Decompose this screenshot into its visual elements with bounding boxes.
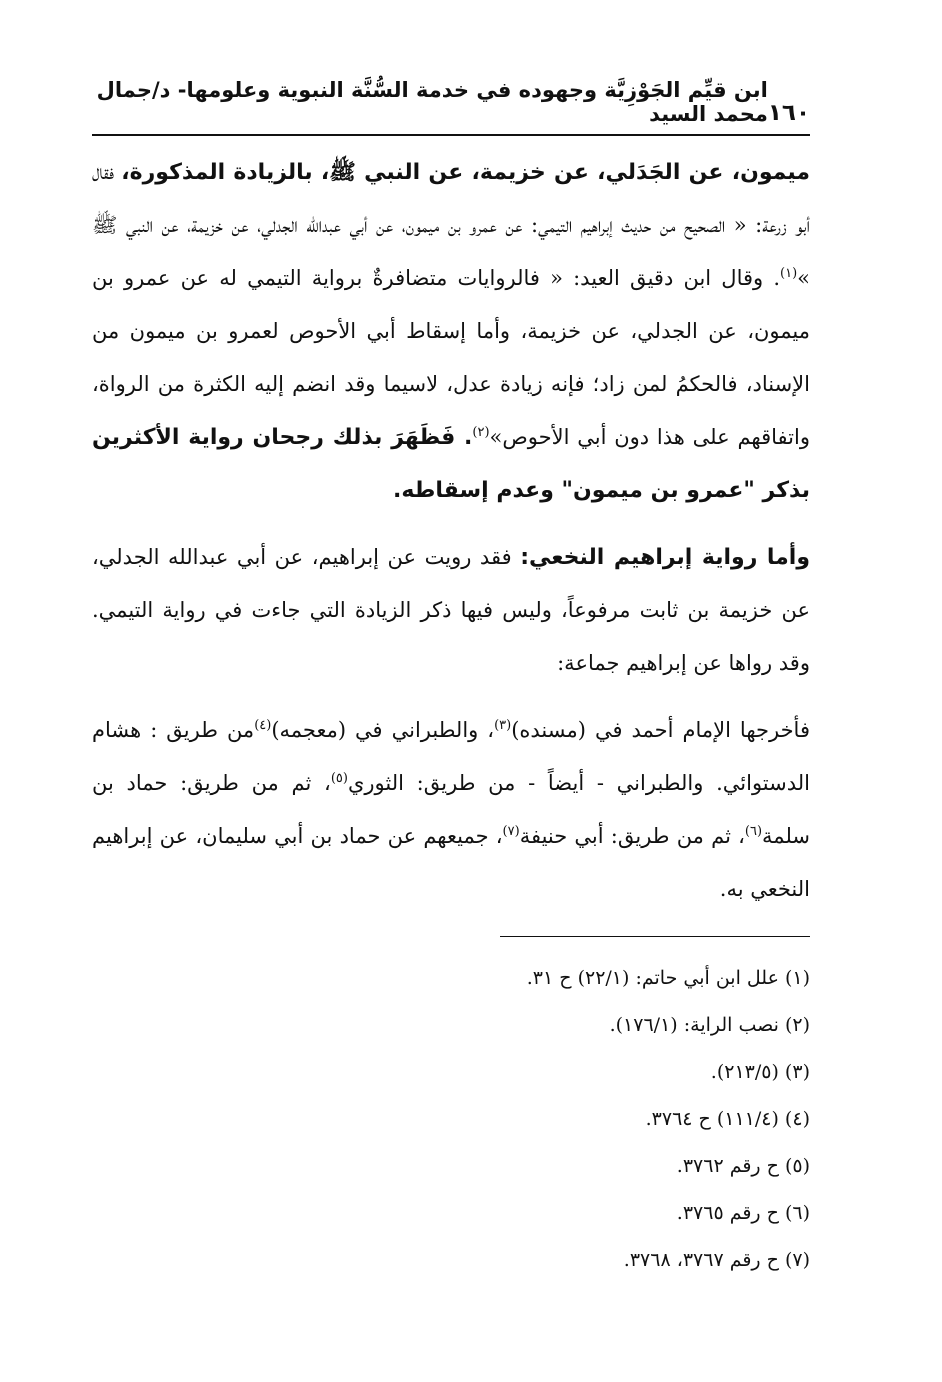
paragraph-gap — [92, 690, 810, 704]
paragraph-1 — [92, 146, 810, 517]
page-number: ١٦٠ — [767, 100, 810, 126]
footnote-item: (٥) ح رقم ٣٧٦٢. — [676, 1155, 810, 1177]
paragraph-text: ، ثم من طريق: حماد بن سلمة — [92, 771, 810, 848]
paragraph-2 — [92, 531, 810, 690]
footnote-divider — [500, 936, 810, 937]
bold-lead: ميمون، عن الجَدَلي، عن خزيمة، عن النبي ﷺ، بالزيادة المذكورة، — [121, 160, 810, 185]
footnote-ref-6[interactable]: (٦) — [744, 824, 763, 839]
paragraph-text: من طريق : هشام الدستوائي. والطبراني - أيضاً - من طريق: الثوري — [92, 718, 810, 795]
footnote-item: (٦) ح رقم ٣٧٦٥. — [676, 1202, 810, 1224]
paragraph-text: فقال أبو زرعة: « الصحيح من حديث إبراهيم التيمي: عن عمرو بن ميمون، عن أبي عبدالله الجدلي، عن خزيمة، عن النبي ﷺ » — [92, 160, 810, 290]
footnote-item: (٤) (١١١/٤) ح ٣٧٦٤. — [645, 1108, 810, 1130]
footnote-ref-2[interactable]: (٢) — [472, 425, 490, 440]
footnote-item: (٣) (٢١٣/٥). — [710, 1061, 810, 1083]
bold-conclusion: . فَظَهَرَ بذلك رجحان رواية الأكثرين بذكر "عمرو بن ميمون" وعدم إسقاطه. — [92, 425, 810, 503]
paragraph-text: فقد رويت عن إبراهيم، عن أبي عبدالله الجدلي، عن خزيمة بن ثابت مرفوعاً، وليس فيها ذكر الزيادة التي جاءت في رواية التيمي. وقد رواها عن إبراهيم جماعة: — [92, 545, 810, 675]
footnote-item: (٢) نصب الراية: (١٧٦/١). — [609, 1014, 810, 1036]
paragraph-text: فأخرجها الإمام أحمد في (مسنده) — [511, 718, 810, 742]
bold-lead: وأما رواية إبراهيم النخعي: — [520, 545, 811, 570]
footnotes-list — [92, 955, 810, 1284]
paragraph-text: ، والطبراني في (معجمه) — [271, 718, 495, 742]
page-header — [92, 78, 810, 136]
paragraph-text: ، جميعهم عن حماد بن أبي سليمان، عن إبراهيم النخعي به. — [92, 824, 810, 901]
footnote-ref-3[interactable]: (٣) — [494, 718, 512, 733]
footnote-ref-4[interactable]: (٤) — [254, 718, 272, 733]
paragraph-gap — [92, 517, 810, 531]
footnote-item: (١) علل ابن أبي حاتم: (٢٢/١) ح ٣١. — [526, 967, 810, 989]
main-text — [92, 146, 810, 916]
footnote-ref-7[interactable]: (٧) — [502, 824, 520, 839]
paragraph-text: ، ثم من طريق: أبي حنيفة — [519, 824, 745, 848]
running-title: ابن قيِّم الجَوْزِيَّة وجهوده في خدمة السُّنَّة النبوية وعلومها- د/جمال محمد السيد — [96, 78, 768, 126]
footnote-item: (٧) ح رقم ٣٧٦٧، ٣٧٦٨. — [623, 1249, 810, 1271]
footnote-ref-5[interactable]: (٥) — [330, 771, 348, 786]
footnote-ref-1[interactable]: (١) — [780, 266, 798, 281]
paragraph-3 — [92, 704, 810, 916]
paragraph-text: . وقال ابن دقيق العيد: « فالروايات متضافرةٌ برواية التيمي له عن عمرو بن ميمون، عن الجدلي، عن خزيمة، وأما إسقاط أبي الأحوص لعمرو بن ميمون من الإسناد، فالحكمُ لمن زاد؛ فإنه زيادة عدل، لاسيما وقد انضم إليه الكثرة من الرواة، واتفاقهم على هذا دون أبي الأحوص» — [92, 266, 810, 449]
